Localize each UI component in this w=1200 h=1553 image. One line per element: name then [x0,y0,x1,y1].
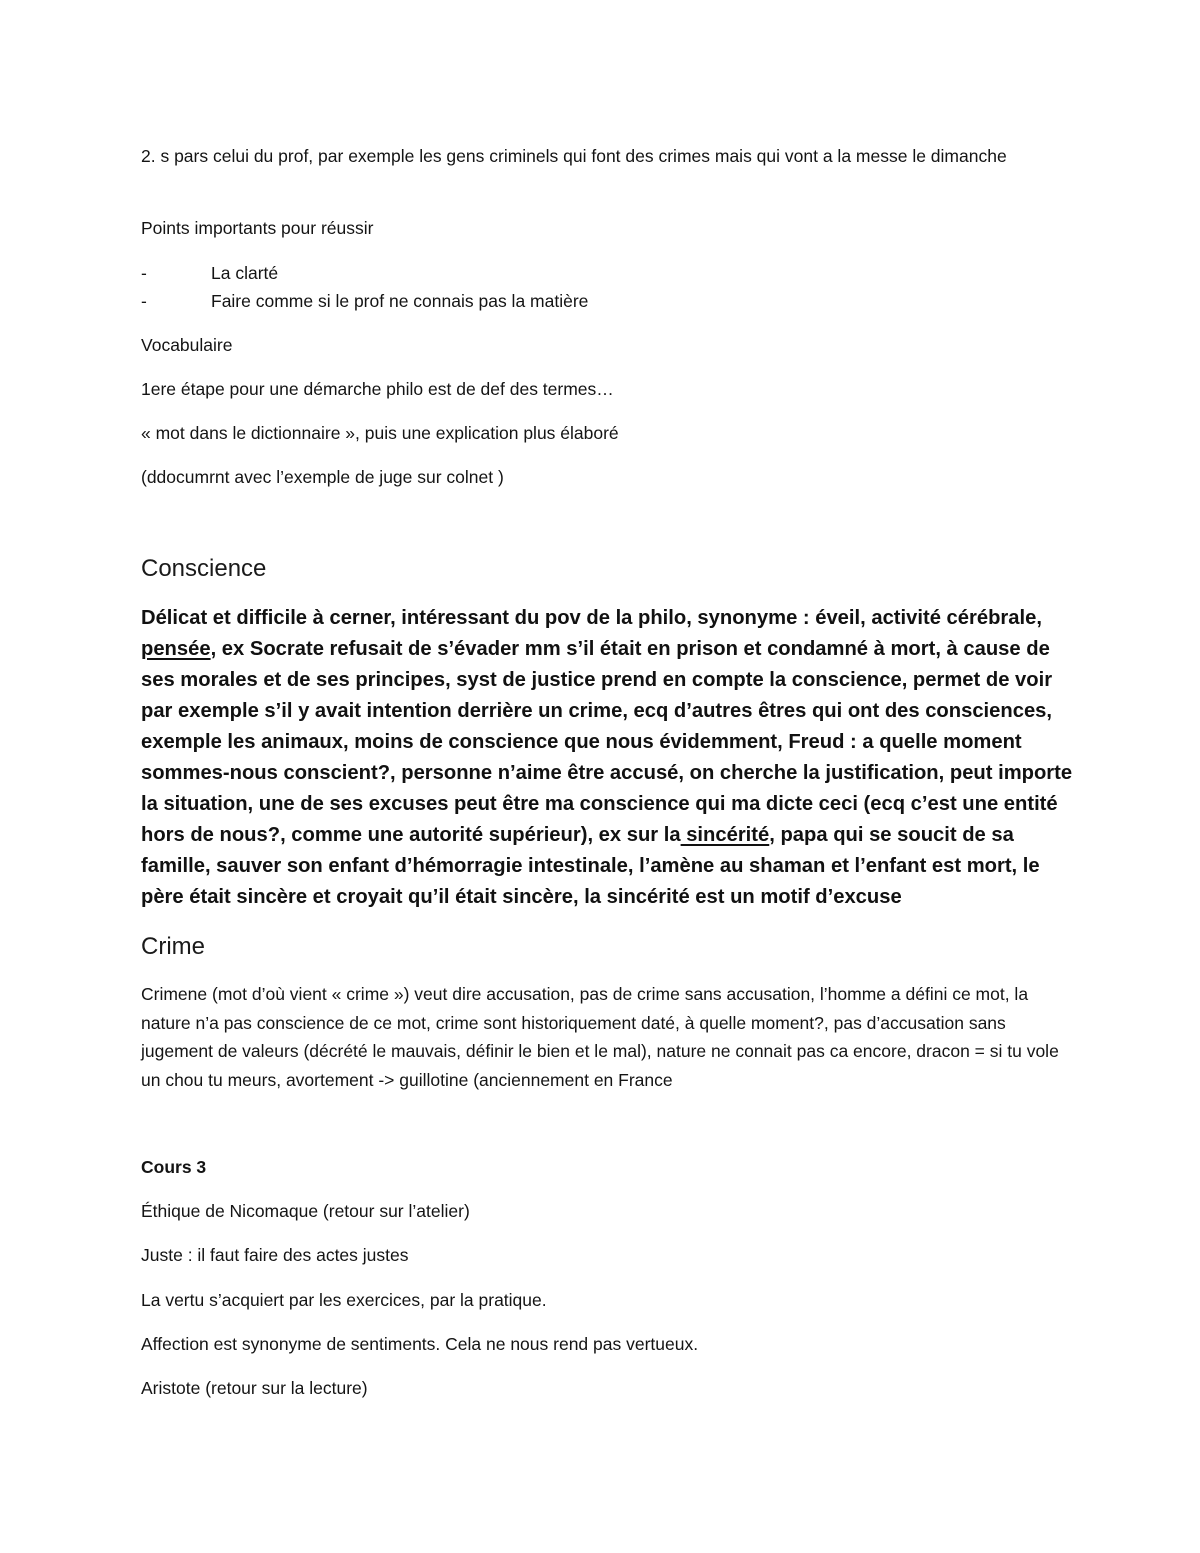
list-dash: - [141,263,147,283]
crime-paragraph: Crimene (mot d’où vient « crime ») veut dire accusation, pas de crime sans accusation, l’homme a défini ce mot, la nature n’a pas conscience de ce mot, crime sont historiquement daté, à quelle moment?, pas d’accusation sans jugement de valeurs (décrété le mauvais, définir le bien et le mal), nature ne connait pas ca encore, dracon = si tu vole un chou tu meurs, avortement -> guillotine (anciennement en France [141,984,1059,1090]
crime-heading: Crime [141,933,205,960]
underlined-word: pensée [141,638,211,660]
cours3-line: Affection est synonyme de sentiments. Cela ne nous rend pas vertueux. [141,1334,699,1354]
list-item-text: La clarté [211,263,279,283]
conscience-text-part: , papa qui se soucit de sa famille, sauver son enfant d’hémorragie intestinale, l’amène au shaman et l’enfant est mort, le père était sincère et croyait qu’il était sincère, la sincérité est un motif d’excuse [141,824,1040,908]
points-heading: Points importants pour réussir [141,218,374,238]
cours3-line: La vertu s’acquiert par les exercices, par la pratique. [141,1290,547,1310]
underlined-word: sincérité [680,824,770,846]
list-item-text: Faire comme si le prof ne connais pas la matière [211,291,589,311]
conscience-paragraph [141,603,1081,913]
document-line: (ddocumrnt avec l’exemple de juge sur colnet ) [141,467,504,487]
list-dash: - [141,291,147,311]
cours3-heading: Cours 3 [141,1157,207,1177]
conscience-heading: Conscience [141,555,267,582]
cours3-line: Aristote (retour sur la lecture) [141,1378,368,1398]
dictionary-line: « mot dans le dictionnaire », puis une explication plus élaboré [141,423,619,443]
conscience-text-part: , ex Socrate refusait de s’évader mm s’il était en prison et condamné à mort, à cause de ses morales et de ses principes, syst de justice prend en compte la conscience, permet de voir par exemple s’il y avait intention derrière un crime, ecq d’autres êtres qui ont des consciences, exemple les animaux, moins de conscience que nous évidemment, Freud : a quelle moment sommes-nous conscient?, personne n’aime être accusé, on cherche la justification, peut importe la situation, une de ses excuses peut être ma conscience qui ma dicte ceci (ecq c’est une entité hors de nous?, comme une autorité supérieur), ex sur la [141,638,1073,846]
intro-paragraph: 2. s pars celui du prof, par exemple les gens criminels qui font des crimes mais qui vont a la messe le dimanche [141,146,1007,166]
conscience-text-part: Délicat et difficile à cerner, intéressant du pov de la philo, synonyme : éveil, activité cérébrale, [141,607,1042,629]
step-line: 1ere étape pour une démarche philo est de def des termes… [141,379,614,399]
cours3-line: Juste : il faut faire des actes justes [141,1245,409,1265]
vocab-heading: Vocabulaire [141,335,233,355]
cours3-line: Éthique de Nicomaque (retour sur l’atelier) [141,1201,470,1221]
